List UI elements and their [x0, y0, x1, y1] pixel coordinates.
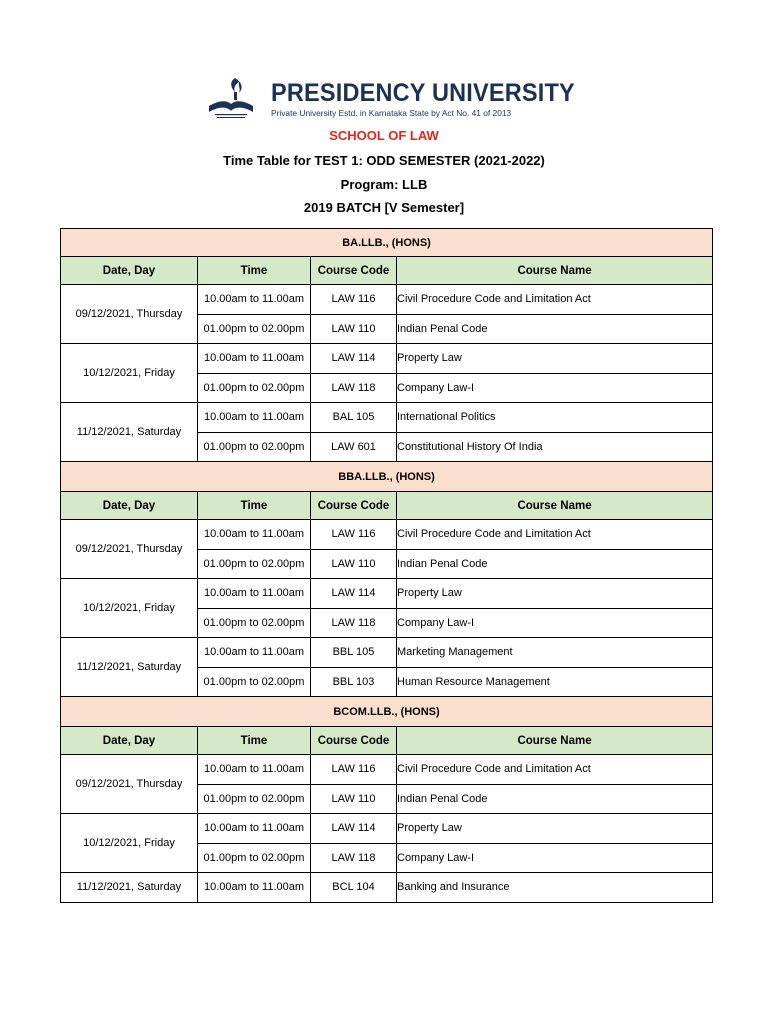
course-code-cell: LAW 116 — [311, 755, 397, 785]
page-header — [0, 0, 768, 228]
course-name-cell: Company Law-I — [397, 608, 713, 638]
course-name-cell: International Politics — [397, 403, 713, 433]
time-cell: 10.00am to 11.00am — [198, 285, 311, 315]
university-name: PRESIDENCY UNIVERSITY — [271, 79, 575, 107]
column-header: Time — [198, 727, 311, 755]
course-name-cell: Human Resource Management — [397, 667, 713, 697]
table-row — [61, 403, 713, 433]
date-day-cell: 09/12/2021, Thursday — [61, 755, 198, 814]
course-code-cell: BAL 105 — [311, 403, 397, 433]
time-cell: 01.00pm to 02.00pm — [198, 843, 311, 873]
time-cell: 01.00pm to 02.00pm — [198, 667, 311, 697]
section-header-row — [61, 229, 713, 257]
course-code-cell: LAW 114 — [311, 579, 397, 609]
date-day-cell: 11/12/2021, Saturday — [61, 873, 198, 903]
table-row — [61, 579, 713, 609]
course-name-cell: Property Law — [397, 814, 713, 844]
time-cell: 01.00pm to 02.00pm — [198, 373, 311, 403]
course-code-cell: LAW 110 — [311, 549, 397, 579]
section-header-row — [61, 697, 713, 727]
table-row — [61, 873, 713, 903]
table-row — [61, 755, 713, 785]
course-code-cell: LAW 118 — [311, 608, 397, 638]
table-row — [61, 344, 713, 374]
column-header: Course Code — [311, 727, 397, 755]
table-row — [61, 814, 713, 844]
course-name-cell: Company Law-I — [397, 843, 713, 873]
course-name-cell: Civil Procedure Code and Limitation Act — [397, 285, 713, 315]
section-title: BCOM.LLB., (HONS) — [61, 697, 713, 727]
column-header: Time — [198, 492, 311, 520]
column-header-row — [61, 727, 713, 755]
university-tagline: Private University Estd. in Karnataka State by Act No. 41 of 2013 — [271, 108, 512, 118]
course-code-cell: LAW 110 — [311, 784, 397, 814]
course-code-cell: LAW 601 — [311, 432, 397, 462]
time-cell: 10.00am to 11.00am — [198, 579, 311, 609]
column-header: Course Code — [311, 257, 397, 285]
column-header-row — [61, 257, 713, 285]
course-code-cell: BBL 103 — [311, 667, 397, 697]
column-header: Course Name — [397, 492, 713, 520]
date-day-cell: 10/12/2021, Friday — [61, 814, 198, 873]
time-cell: 10.00am to 11.00am — [198, 344, 311, 374]
date-day-cell: 11/12/2021, Saturday — [61, 403, 198, 462]
time-cell: 10.00am to 11.00am — [198, 638, 311, 668]
course-name-cell: Marketing Management — [397, 638, 713, 668]
course-code-cell: BBL 105 — [311, 638, 397, 668]
time-cell: 10.00am to 11.00am — [198, 520, 311, 550]
time-cell: 01.00pm to 02.00pm — [198, 608, 311, 638]
section-title: BA.LLB., (HONS) — [61, 229, 713, 257]
course-name-cell: Company Law-I — [397, 373, 713, 403]
date-day-cell: 09/12/2021, Thursday — [61, 285, 198, 344]
course-name-cell: Indian Penal Code — [397, 549, 713, 579]
date-day-cell: 11/12/2021, Saturday — [61, 638, 198, 697]
course-code-cell: LAW 118 — [311, 843, 397, 873]
course-name-cell: Property Law — [397, 344, 713, 374]
column-header-row — [61, 492, 713, 520]
course-code-cell: LAW 116 — [311, 520, 397, 550]
table-row — [61, 638, 713, 668]
document-title: Time Table for TEST 1: ODD SEMESTER (2021-2022) — [223, 153, 545, 168]
time-cell: 10.00am to 11.00am — [198, 814, 311, 844]
time-cell: 01.00pm to 02.00pm — [198, 784, 311, 814]
column-header: Date, Day — [61, 727, 198, 755]
time-cell: 10.00am to 11.00am — [198, 873, 311, 903]
course-name-cell: Banking and Insurance — [397, 873, 713, 903]
column-header: Time — [198, 257, 311, 285]
university-logo — [205, 76, 575, 120]
course-code-cell: LAW 114 — [311, 344, 397, 374]
time-cell: 01.00pm to 02.00pm — [198, 314, 311, 344]
table-row — [61, 520, 713, 550]
section-header-row — [61, 462, 713, 492]
column-header: Date, Day — [61, 257, 198, 285]
time-cell: 10.00am to 11.00am — [198, 755, 311, 785]
program-line: Program: LLB — [340, 177, 428, 192]
timetable — [60, 228, 713, 903]
course-name-cell: Constitutional History Of India — [397, 432, 713, 462]
course-name-cell: Property Law — [397, 579, 713, 609]
course-name-cell: Civil Procedure Code and Limitation Act — [397, 755, 713, 785]
time-cell: 01.00pm to 02.00pm — [198, 432, 311, 462]
column-header: Course Name — [397, 727, 713, 755]
date-day-cell: 10/12/2021, Friday — [61, 579, 198, 638]
column-header: Course Name — [397, 257, 713, 285]
course-code-cell: LAW 116 — [311, 285, 397, 315]
date-day-cell: 09/12/2021, Thursday — [61, 520, 198, 579]
date-day-cell: 10/12/2021, Friday — [61, 344, 198, 403]
course-code-cell: LAW 110 — [311, 314, 397, 344]
column-header: Course Code — [311, 492, 397, 520]
book-torch-emblem-icon — [205, 76, 257, 120]
batch-line: 2019 BATCH [V Semester] — [303, 200, 465, 215]
course-name-cell: Civil Procedure Code and Limitation Act — [397, 520, 713, 550]
school-name: SCHOOL OF LAW — [329, 128, 439, 143]
time-cell: 01.00pm to 02.00pm — [198, 549, 311, 579]
column-header: Date, Day — [61, 492, 198, 520]
course-code-cell: LAW 118 — [311, 373, 397, 403]
table-row — [61, 285, 713, 315]
time-cell: 10.00am to 11.00am — [198, 403, 311, 433]
course-code-cell: BCL 104 — [311, 873, 397, 903]
section-title: BBA.LLB., (HONS) — [61, 462, 713, 492]
course-code-cell: LAW 114 — [311, 814, 397, 844]
course-name-cell: Indian Penal Code — [397, 314, 713, 344]
course-name-cell: Indian Penal Code — [397, 784, 713, 814]
